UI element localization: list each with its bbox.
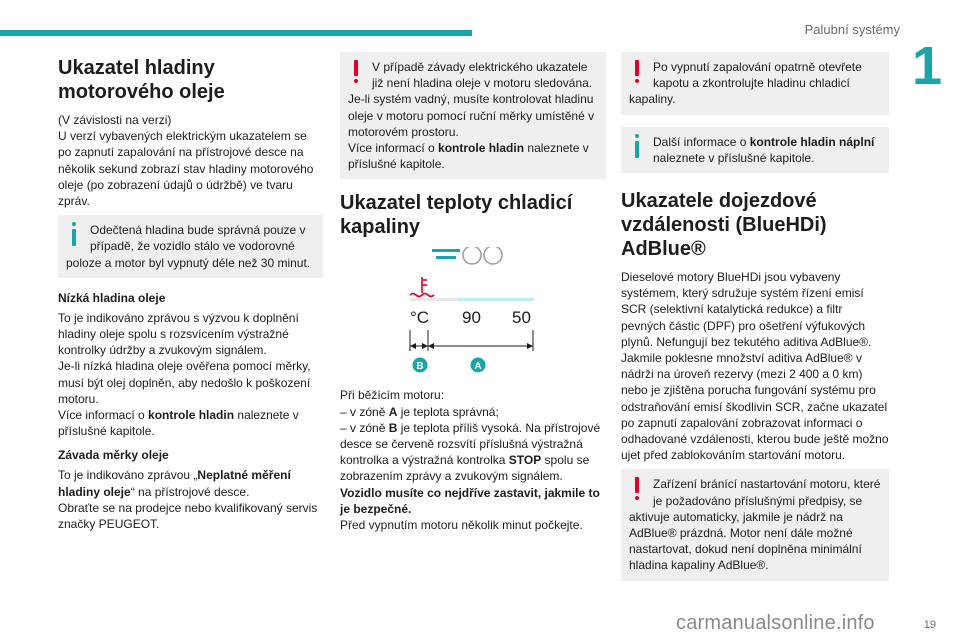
gauge-tick-max: 50 — [512, 308, 531, 328]
page-number: 19 — [923, 619, 936, 631]
warning-note-oil: V případě závady elektrického ukazatele již není hladina oleje v motoru sledována. Je-li systém vadný, musíte kontrolovat hladinu oleje v motoru pomocí ruční měrky umístěné v motorovém prostoru. Více informací o kontrole hladin naleznete v příslušné kapitole. — [340, 52, 606, 179]
column-adblue — [621, 52, 889, 593]
section-title: Palubní systémy — [804, 22, 900, 37]
zone-a-label: A — [474, 361, 482, 373]
zone-b-label: B — [416, 361, 424, 373]
adblue-heading: Ukazatele dojezdové vzdálenosti (BlueHDi) AdBlue® — [621, 190, 827, 261]
dipstick-fault-heading: Závada měrky oleje — [58, 448, 169, 463]
warning-icon — [627, 59, 647, 87]
info-icon — [627, 134, 647, 162]
dipstick-fault-text: To je indikováno zprávou „Neplatné měření hladiny oleje“ na přístrojové desce. Obraťte se na prodejce nebo kvalifikovaný servis značky PEUGEOT. — [58, 468, 318, 532]
column-coolant — [340, 52, 606, 539]
zone-b-bar — [410, 298, 458, 301]
oil-level-heading: Ukazatel hladiny motorového oleje — [58, 57, 225, 103]
warning-note-coolant: Po vypnutí zapalování opatrně otevřete kapotu a zkontrolujte hladinu chladicí kapaliny. — [621, 52, 889, 115]
coolant-gauge-diagram — [340, 247, 606, 377]
warning-icon — [346, 59, 366, 87]
coolant-running-text: Při běžícím motoru: – v zóně A je teplota správná; – v zóně B je teplota příliš vysoká. Na přístrojové desce se červeně rozsvítí příslušná výstražná kontrolka a výstražná kontrolka STOP spolu se zobrazením zprávy a zvukovým signálem. Vozidlo musíte co nejdříve zastavit, jakmile to je bezpečné. Před vypnutím motoru několik minut počkejte. — [340, 388, 601, 533]
instrument-cluster-icon — [432, 247, 502, 264]
low-oil-heading: Nízká hladina oleje — [58, 290, 166, 305]
info-icon — [64, 222, 84, 250]
warning-note-adblue: Zařízení bránící nastartování motoru, které je požadováno příslušnými předpisy, se aktivuje automaticky, jakmile je nádrž na AdBlue® prázdná. Motor není dále možné nastartovat, dokud není doplněna minimální hladina kapaliny AdBlue®. — [621, 469, 889, 580]
warning-icon — [627, 476, 647, 504]
coolant-heading: Ukazatel teploty chladicí kapaliny — [340, 192, 573, 239]
info-note-oil — [58, 215, 323, 278]
gauge-unit: °C — [410, 308, 430, 328]
gauge-tick-mid: 90 — [462, 308, 481, 328]
column-oil-level — [58, 52, 323, 538]
zone-a-bar — [458, 298, 534, 301]
coolant-gauge-figure — [340, 247, 606, 377]
info-note-levels: Další informace o kontrole hladin náplní naleznete v příslušné kapitole. — [621, 127, 889, 173]
low-oil-text: To je indikováno zprávou s výzvou k doplnění hladiny oleje spolu s rozsvícením výstražné kontrolky údržby a zvukovým signálem. Je-li nízká hladina oleje ověřena pomocí měrky, musí být olej doplněn, aby nedošlo k poškození motoru. Více informací o kontrole hladin naleznete v příslušné kapitole. — [58, 310, 311, 439]
adblue-body-2: Jakmile poklesne množství aditiva AdBlue® v nádrži na úroveň rezervy (mezi 2 400 a 0 km) nebo je zjištěna porucha fungování systému pro odstraňování emisí škodlivin SCR, začne ukazatel po zapnutí zapalování zobrazovat informaci o odhadované vzdálenosti, kterou bude ještě možno ujet před zablokováním startování motoru. — [621, 351, 889, 463]
coolant-temperature-icon — [410, 277, 434, 297]
watermark: carmanualsonline.info — [676, 612, 875, 634]
adblue-body-1: Dieselové motory BlueHDi jsou vybaveny systémem, který sdružuje systém řízení emisí SCR (selektivní katalytická redukce) a filtr pevných částic (DPF) pro ošetření výfukových plynů. Nefungují bez tekutého aditiva AdBlue®. — [621, 270, 872, 349]
chapter-number: 1 — [911, 36, 943, 96]
info-note-text: Odečtená hladina bude správná pouze v případě, že vozidlo stálo ve vodorovné poloze a motor byl vypnutý déle než 30 minut. — [66, 223, 311, 270]
oil-level-intro: (V závislosti na verzi) U verzí vybavených elektrickým ukazatelem se po zapnutí zapalování na přístrojové desce na několik sekund zobrazí stav hladiny motorového oleje (po zobrazení údajů o údržbě) ve tvaru zpráv. — [58, 113, 314, 209]
header-accent-bar — [0, 30, 472, 36]
